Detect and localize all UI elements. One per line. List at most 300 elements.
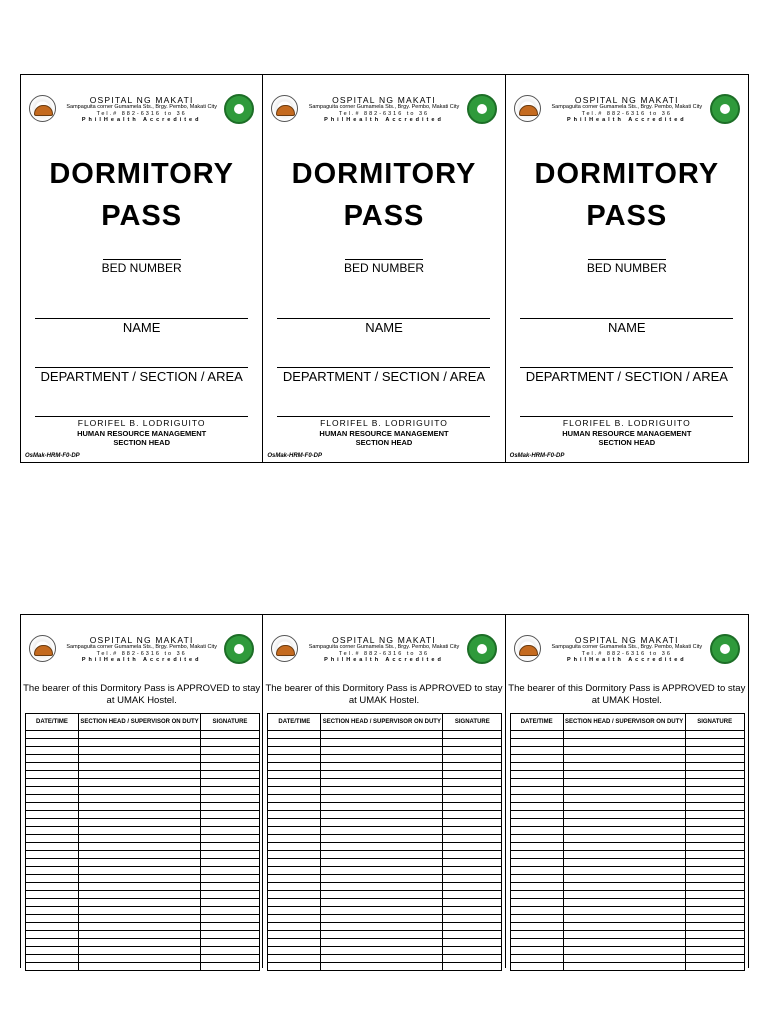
datetime-cell[interactable] bbox=[26, 899, 79, 907]
supervisor-cell[interactable] bbox=[321, 867, 443, 875]
signature-cell[interactable] bbox=[685, 955, 744, 963]
duty-log-row bbox=[26, 907, 260, 915]
datetime-cell[interactable] bbox=[510, 939, 563, 947]
supervisor-cell[interactable] bbox=[79, 899, 201, 907]
signature-cell[interactable] bbox=[443, 883, 502, 891]
signature-cell[interactable] bbox=[443, 795, 502, 803]
signature-cell[interactable] bbox=[685, 883, 744, 891]
signature-cell[interactable] bbox=[685, 947, 744, 955]
signature-cell[interactable] bbox=[201, 867, 260, 875]
signature-cell[interactable] bbox=[685, 907, 744, 915]
datetime-cell[interactable] bbox=[510, 739, 563, 747]
signature-cell[interactable] bbox=[443, 811, 502, 819]
datetime-cell[interactable] bbox=[268, 955, 321, 963]
signature-cell[interactable] bbox=[443, 859, 502, 867]
datetime-cell[interactable] bbox=[510, 851, 563, 859]
signature-cell[interactable] bbox=[201, 731, 260, 739]
signature-cell[interactable] bbox=[685, 923, 744, 931]
supervisor-cell[interactable] bbox=[321, 835, 443, 843]
supervisor-cell[interactable] bbox=[563, 787, 685, 795]
datetime-cell[interactable] bbox=[268, 763, 321, 771]
supervisor-cell[interactable] bbox=[79, 779, 201, 787]
duty-log-row bbox=[26, 819, 260, 827]
datetime-cell[interactable] bbox=[510, 803, 563, 811]
supervisor-cell[interactable] bbox=[321, 819, 443, 827]
datetime-cell[interactable] bbox=[268, 827, 321, 835]
datetime-cell[interactable] bbox=[26, 923, 79, 931]
supervisor-cell[interactable] bbox=[563, 891, 685, 899]
signature-cell[interactable] bbox=[201, 939, 260, 947]
datetime-cell[interactable] bbox=[268, 939, 321, 947]
datetime-cell[interactable] bbox=[510, 771, 563, 779]
datetime-cell[interactable] bbox=[26, 939, 79, 947]
signatory-position: SECTION HEAD bbox=[355, 438, 413, 447]
datetime-cell[interactable] bbox=[268, 835, 321, 843]
signature-cell[interactable] bbox=[685, 899, 744, 907]
hospital-address: Sampaguita corner Gumamela Sts., Brgy. Pembo, Makati City bbox=[66, 644, 217, 650]
supervisor-cell[interactable] bbox=[321, 851, 443, 859]
signature-cell[interactable] bbox=[443, 803, 502, 811]
signature-cell[interactable] bbox=[685, 843, 744, 851]
signature-cell[interactable] bbox=[685, 867, 744, 875]
signature-cell[interactable] bbox=[443, 891, 502, 899]
datetime-cell[interactable] bbox=[268, 875, 321, 883]
supervisor-cell[interactable] bbox=[321, 739, 443, 747]
signature-cell[interactable] bbox=[201, 827, 260, 835]
datetime-cell[interactable] bbox=[510, 891, 563, 899]
hospital-name: OSPITAL NG MAKATI bbox=[332, 95, 436, 105]
supervisor-cell[interactable] bbox=[321, 883, 443, 891]
supervisor-cell[interactable] bbox=[79, 867, 201, 875]
datetime-cell[interactable] bbox=[26, 819, 79, 827]
supervisor-cell[interactable] bbox=[321, 755, 443, 763]
supervisor-cell[interactable] bbox=[79, 755, 201, 763]
datetime-cell[interactable] bbox=[26, 859, 79, 867]
signature-cell[interactable] bbox=[685, 739, 744, 747]
signature-cell[interactable] bbox=[201, 795, 260, 803]
signature-cell[interactable] bbox=[201, 747, 260, 755]
supervisor-cell[interactable] bbox=[563, 923, 685, 931]
supervisor-cell[interactable] bbox=[79, 931, 201, 939]
signature-cell[interactable] bbox=[443, 787, 502, 795]
signature-cell[interactable] bbox=[201, 779, 260, 787]
datetime-cell[interactable] bbox=[26, 763, 79, 771]
signature-cell[interactable] bbox=[443, 763, 502, 771]
supervisor-cell[interactable] bbox=[321, 827, 443, 835]
datetime-cell[interactable] bbox=[268, 755, 321, 763]
supervisor-cell[interactable] bbox=[321, 787, 443, 795]
supervisor-cell[interactable] bbox=[321, 963, 443, 971]
supervisor-cell[interactable] bbox=[79, 835, 201, 843]
duty-log-row bbox=[26, 955, 260, 963]
datetime-cell[interactable] bbox=[510, 835, 563, 843]
supervisor-cell[interactable] bbox=[79, 803, 201, 811]
signature-cell[interactable] bbox=[201, 883, 260, 891]
supervisor-cell[interactable] bbox=[79, 811, 201, 819]
datetime-cell[interactable] bbox=[510, 907, 563, 915]
duty-log-row bbox=[510, 835, 744, 843]
signature-cell[interactable] bbox=[201, 891, 260, 899]
signature-cell[interactable] bbox=[685, 755, 744, 763]
supervisor-cell[interactable] bbox=[563, 915, 685, 923]
supervisor-cell[interactable] bbox=[79, 843, 201, 851]
column-header-datetime: DATE/TIME bbox=[510, 714, 563, 731]
signature-cell[interactable] bbox=[201, 875, 260, 883]
signature-cell[interactable] bbox=[201, 899, 260, 907]
datetime-cell[interactable] bbox=[26, 787, 79, 795]
supervisor-cell[interactable] bbox=[563, 731, 685, 739]
datetime-cell[interactable] bbox=[268, 779, 321, 787]
supervisor-cell[interactable] bbox=[563, 963, 685, 971]
signature-cell[interactable] bbox=[685, 811, 744, 819]
signature-cell[interactable] bbox=[443, 755, 502, 763]
supervisor-cell[interactable] bbox=[321, 763, 443, 771]
datetime-cell[interactable] bbox=[26, 803, 79, 811]
supervisor-cell[interactable] bbox=[321, 907, 443, 915]
signature-cell[interactable] bbox=[201, 859, 260, 867]
supervisor-cell[interactable] bbox=[563, 947, 685, 955]
datetime-cell[interactable] bbox=[26, 955, 79, 963]
datetime-cell[interactable] bbox=[26, 779, 79, 787]
signature-cell[interactable] bbox=[685, 779, 744, 787]
supervisor-cell[interactable] bbox=[563, 859, 685, 867]
supervisor-cell[interactable] bbox=[321, 899, 443, 907]
signature-cell[interactable] bbox=[685, 851, 744, 859]
supervisor-cell[interactable] bbox=[79, 875, 201, 883]
supervisor-cell[interactable] bbox=[321, 771, 443, 779]
duty-log-row bbox=[26, 795, 260, 803]
supervisor-cell[interactable] bbox=[563, 827, 685, 835]
datetime-cell[interactable] bbox=[268, 907, 321, 915]
datetime-cell[interactable] bbox=[510, 731, 563, 739]
supervisor-cell[interactable] bbox=[79, 883, 201, 891]
supervisor-cell[interactable] bbox=[79, 915, 201, 923]
signature-cell[interactable] bbox=[201, 923, 260, 931]
supervisor-cell[interactable] bbox=[563, 851, 685, 859]
supervisor-cell[interactable] bbox=[563, 747, 685, 755]
supervisor-cell[interactable] bbox=[563, 907, 685, 915]
datetime-cell[interactable] bbox=[26, 891, 79, 899]
supervisor-cell[interactable] bbox=[563, 763, 685, 771]
signature-cell[interactable] bbox=[443, 955, 502, 963]
datetime-cell[interactable] bbox=[26, 947, 79, 955]
signature-cell[interactable] bbox=[685, 891, 744, 899]
dormitory-pass-card bbox=[263, 75, 505, 462]
signature-cell[interactable] bbox=[201, 755, 260, 763]
supervisor-cell[interactable] bbox=[79, 827, 201, 835]
supervisor-cell[interactable] bbox=[79, 739, 201, 747]
signature-cell[interactable] bbox=[685, 771, 744, 779]
signature-cell[interactable] bbox=[443, 939, 502, 947]
supervisor-cell[interactable] bbox=[79, 763, 201, 771]
signature-cell[interactable] bbox=[201, 843, 260, 851]
datetime-cell[interactable] bbox=[510, 867, 563, 875]
datetime-cell[interactable] bbox=[510, 787, 563, 795]
duty-log-row bbox=[26, 859, 260, 867]
supervisor-cell[interactable] bbox=[563, 803, 685, 811]
datetime-cell[interactable] bbox=[510, 795, 563, 803]
supervisor-cell[interactable] bbox=[563, 875, 685, 883]
datetime-cell[interactable] bbox=[510, 899, 563, 907]
approval-text: The bearer of this Dormitory Pass is APPROVED to stay at UMAK Hostel. bbox=[508, 683, 746, 706]
supervisor-cell[interactable] bbox=[563, 819, 685, 827]
supervisor-cell[interactable] bbox=[321, 955, 443, 963]
signature-cell[interactable] bbox=[443, 731, 502, 739]
supervisor-cell[interactable] bbox=[321, 795, 443, 803]
signature-cell[interactable] bbox=[201, 915, 260, 923]
datetime-cell[interactable] bbox=[510, 779, 563, 787]
signature-cell[interactable] bbox=[201, 907, 260, 915]
datetime-cell[interactable] bbox=[268, 803, 321, 811]
signature-cell[interactable] bbox=[685, 915, 744, 923]
supervisor-cell[interactable] bbox=[79, 795, 201, 803]
signature-cell[interactable] bbox=[685, 731, 744, 739]
supervisor-cell[interactable] bbox=[79, 819, 201, 827]
signature-cell[interactable] bbox=[201, 955, 260, 963]
supervisor-cell[interactable] bbox=[321, 931, 443, 939]
supervisor-cell[interactable] bbox=[321, 923, 443, 931]
duty-log-row bbox=[510, 819, 744, 827]
supervisor-cell[interactable] bbox=[563, 867, 685, 875]
supervisor-cell[interactable] bbox=[563, 883, 685, 891]
datetime-cell[interactable] bbox=[26, 843, 79, 851]
name-line bbox=[520, 318, 733, 319]
datetime-cell[interactable] bbox=[268, 731, 321, 739]
supervisor-cell[interactable] bbox=[321, 875, 443, 883]
duty-log-row bbox=[510, 771, 744, 779]
datetime-cell[interactable] bbox=[510, 827, 563, 835]
datetime-cell[interactable] bbox=[268, 851, 321, 859]
signature-cell[interactable] bbox=[443, 907, 502, 915]
supervisor-cell[interactable] bbox=[321, 803, 443, 811]
signature-cell[interactable] bbox=[443, 851, 502, 859]
signature-cell[interactable] bbox=[443, 931, 502, 939]
supervisor-cell[interactable] bbox=[563, 939, 685, 947]
supervisor-cell[interactable] bbox=[563, 835, 685, 843]
signature-cell[interactable] bbox=[201, 819, 260, 827]
signature-cell[interactable] bbox=[685, 875, 744, 883]
pass-title-line2: PASS bbox=[586, 200, 668, 232]
datetime-cell[interactable] bbox=[268, 811, 321, 819]
supervisor-cell[interactable] bbox=[321, 731, 443, 739]
supervisor-cell[interactable] bbox=[321, 915, 443, 923]
datetime-cell[interactable] bbox=[510, 915, 563, 923]
signature-cell[interactable] bbox=[201, 835, 260, 843]
philhealth-accreditation: PhilHealth Accredited bbox=[81, 657, 202, 663]
datetime-cell[interactable] bbox=[510, 955, 563, 963]
supervisor-cell[interactable] bbox=[79, 731, 201, 739]
signature-cell[interactable] bbox=[685, 787, 744, 795]
datetime-cell[interactable] bbox=[510, 747, 563, 755]
datetime-cell[interactable] bbox=[268, 819, 321, 827]
signature-cell[interactable] bbox=[443, 771, 502, 779]
supervisor-cell[interactable] bbox=[79, 955, 201, 963]
datetime-cell[interactable] bbox=[510, 811, 563, 819]
datetime-cell[interactable] bbox=[268, 931, 321, 939]
signature-cell[interactable] bbox=[443, 867, 502, 875]
datetime-cell[interactable] bbox=[510, 931, 563, 939]
signature-cell[interactable] bbox=[443, 835, 502, 843]
signature-cell[interactable] bbox=[685, 795, 744, 803]
supervisor-cell[interactable] bbox=[563, 771, 685, 779]
duty-log-header-row bbox=[510, 714, 744, 731]
supervisor-cell[interactable] bbox=[321, 891, 443, 899]
duty-log-row bbox=[510, 867, 744, 875]
signature-cell[interactable] bbox=[685, 803, 744, 811]
supervisor-cell[interactable] bbox=[563, 795, 685, 803]
datetime-cell[interactable] bbox=[26, 875, 79, 883]
signature-cell[interactable] bbox=[443, 923, 502, 931]
datetime-cell[interactable] bbox=[26, 835, 79, 843]
datetime-cell[interactable] bbox=[510, 883, 563, 891]
datetime-cell[interactable] bbox=[510, 923, 563, 931]
datetime-cell[interactable] bbox=[268, 771, 321, 779]
supervisor-cell[interactable] bbox=[563, 899, 685, 907]
datetime-cell[interactable] bbox=[268, 867, 321, 875]
supervisor-cell[interactable] bbox=[563, 779, 685, 787]
datetime-cell[interactable] bbox=[26, 731, 79, 739]
signature-cell[interactable] bbox=[443, 947, 502, 955]
supervisor-cell[interactable] bbox=[79, 851, 201, 859]
signature-cell[interactable] bbox=[201, 947, 260, 955]
duty-log-row bbox=[26, 763, 260, 771]
datetime-cell[interactable] bbox=[26, 827, 79, 835]
signature-cell[interactable] bbox=[443, 739, 502, 747]
signature-cell[interactable] bbox=[443, 819, 502, 827]
duty-log-row bbox=[26, 883, 260, 891]
datetime-cell[interactable] bbox=[268, 963, 321, 971]
datetime-cell[interactable] bbox=[510, 875, 563, 883]
datetime-cell[interactable] bbox=[268, 787, 321, 795]
signature-cell[interactable] bbox=[201, 787, 260, 795]
datetime-cell[interactable] bbox=[26, 771, 79, 779]
datetime-cell[interactable] bbox=[510, 819, 563, 827]
supervisor-cell[interactable] bbox=[321, 779, 443, 787]
bed-number-label: BED NUMBER bbox=[101, 261, 182, 275]
signature-cell[interactable] bbox=[201, 931, 260, 939]
datetime-cell[interactable] bbox=[26, 851, 79, 859]
datetime-cell[interactable] bbox=[268, 923, 321, 931]
signature-cell[interactable] bbox=[201, 739, 260, 747]
signature-cell[interactable] bbox=[201, 811, 260, 819]
signature-cell[interactable] bbox=[443, 915, 502, 923]
datetime-cell[interactable] bbox=[26, 915, 79, 923]
datetime-cell[interactable] bbox=[510, 963, 563, 971]
datetime-cell[interactable] bbox=[26, 811, 79, 819]
supervisor-cell[interactable] bbox=[79, 939, 201, 947]
signatory-position: SECTION HEAD bbox=[598, 438, 656, 447]
datetime-cell[interactable] bbox=[26, 755, 79, 763]
signature-cell[interactable] bbox=[685, 835, 744, 843]
signature-cell[interactable] bbox=[443, 843, 502, 851]
datetime-cell[interactable] bbox=[510, 947, 563, 955]
signature-cell[interactable] bbox=[201, 963, 260, 971]
datetime-cell[interactable] bbox=[268, 795, 321, 803]
supervisor-cell[interactable] bbox=[563, 931, 685, 939]
supervisor-cell[interactable] bbox=[321, 811, 443, 819]
signature-cell[interactable] bbox=[685, 931, 744, 939]
signature-cell[interactable] bbox=[201, 803, 260, 811]
duty-log-row bbox=[268, 771, 502, 779]
duty-log-row bbox=[268, 963, 502, 971]
datetime-cell[interactable] bbox=[268, 891, 321, 899]
supervisor-cell[interactable] bbox=[79, 771, 201, 779]
datetime-cell[interactable] bbox=[268, 859, 321, 867]
supervisor-cell[interactable] bbox=[563, 755, 685, 763]
datetime-cell[interactable] bbox=[268, 843, 321, 851]
datetime-cell[interactable] bbox=[26, 931, 79, 939]
datetime-cell[interactable] bbox=[510, 755, 563, 763]
duty-log-header-row bbox=[268, 714, 502, 731]
datetime-cell[interactable] bbox=[510, 859, 563, 867]
supervisor-cell[interactable] bbox=[79, 947, 201, 955]
supervisor-cell[interactable] bbox=[321, 843, 443, 851]
supervisor-cell[interactable] bbox=[563, 955, 685, 963]
datetime-cell[interactable] bbox=[26, 883, 79, 891]
supervisor-cell[interactable] bbox=[321, 939, 443, 947]
signature-cell[interactable] bbox=[685, 763, 744, 771]
signature-cell[interactable] bbox=[201, 851, 260, 859]
supervisor-cell[interactable] bbox=[563, 811, 685, 819]
datetime-cell[interactable] bbox=[26, 795, 79, 803]
datetime-cell[interactable] bbox=[26, 963, 79, 971]
signature-cell[interactable] bbox=[685, 827, 744, 835]
datetime-cell[interactable] bbox=[268, 915, 321, 923]
datetime-cell[interactable] bbox=[26, 907, 79, 915]
signature-cell[interactable] bbox=[685, 747, 744, 755]
signature-cell[interactable] bbox=[685, 963, 744, 971]
signature-cell[interactable] bbox=[685, 859, 744, 867]
signature-cell[interactable] bbox=[685, 819, 744, 827]
signature-line bbox=[35, 416, 248, 417]
datetime-cell[interactable] bbox=[26, 747, 79, 755]
supervisor-cell[interactable] bbox=[321, 747, 443, 755]
signature-cell[interactable] bbox=[443, 747, 502, 755]
supervisor-cell[interactable] bbox=[321, 947, 443, 955]
signature-cell[interactable] bbox=[201, 771, 260, 779]
datetime-cell[interactable] bbox=[268, 747, 321, 755]
hospital-telephone: Tel.# 882-6316 to 36 bbox=[96, 111, 187, 117]
supervisor-cell[interactable] bbox=[79, 787, 201, 795]
datetime-cell[interactable] bbox=[268, 899, 321, 907]
supervisor-cell[interactable] bbox=[321, 859, 443, 867]
datetime-cell[interactable] bbox=[26, 867, 79, 875]
duty-log-row bbox=[26, 843, 260, 851]
supervisor-cell[interactable] bbox=[79, 859, 201, 867]
signature-cell[interactable] bbox=[443, 963, 502, 971]
supervisor-cell[interactable] bbox=[79, 891, 201, 899]
datetime-cell[interactable] bbox=[268, 883, 321, 891]
duty-log-row bbox=[268, 731, 502, 739]
datetime-cell[interactable] bbox=[510, 843, 563, 851]
datetime-cell[interactable] bbox=[268, 739, 321, 747]
supervisor-cell[interactable] bbox=[79, 747, 201, 755]
signature-cell[interactable] bbox=[201, 763, 260, 771]
signature-cell[interactable] bbox=[685, 939, 744, 947]
signature-cell[interactable] bbox=[443, 899, 502, 907]
supervisor-cell[interactable] bbox=[79, 963, 201, 971]
supervisor-cell[interactable] bbox=[79, 907, 201, 915]
datetime-cell[interactable] bbox=[26, 739, 79, 747]
datetime-cell[interactable] bbox=[268, 947, 321, 955]
supervisor-cell[interactable] bbox=[563, 843, 685, 851]
datetime-cell[interactable] bbox=[510, 763, 563, 771]
signature-cell[interactable] bbox=[443, 875, 502, 883]
signature-cell[interactable] bbox=[443, 779, 502, 787]
signature-cell[interactable] bbox=[443, 827, 502, 835]
supervisor-cell[interactable] bbox=[79, 923, 201, 931]
supervisor-cell[interactable] bbox=[563, 739, 685, 747]
